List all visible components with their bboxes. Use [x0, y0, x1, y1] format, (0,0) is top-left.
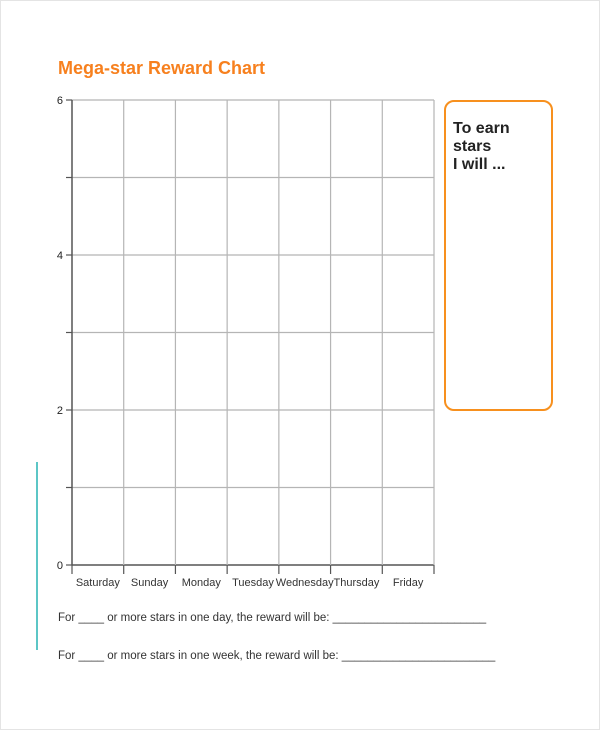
weekly-reward-line: For ____ or more stars in one week, the reward will be: ________________________: [58, 650, 496, 662]
x-tick-label: Monday: [181, 577, 221, 589]
x-tick-label: Tuesday: [232, 577, 274, 589]
chart-title: Mega-star Reward Chart: [58, 58, 266, 78]
y-tick-label: 0: [56, 560, 63, 572]
y-tick-label: 2: [56, 405, 63, 417]
x-tick-label: Sunday: [130, 577, 169, 589]
x-tick-label: Thursday: [333, 577, 380, 589]
y-tick-label: 6: [56, 95, 63, 107]
y-tick-label: 4: [56, 250, 63, 262]
x-tick-label: Wednesday: [275, 577, 334, 589]
x-tick-label: Friday: [392, 577, 424, 589]
earn-stars-label: To earn stars I will ...: [453, 120, 510, 173]
x-tick-label: Saturday: [75, 577, 120, 589]
teal-margin-line: [36, 462, 38, 650]
daily-reward-line: For ____ or more stars in one day, the reward will be: ________________________: [58, 612, 487, 624]
earn-stars-box[interactable]: [444, 100, 553, 411]
